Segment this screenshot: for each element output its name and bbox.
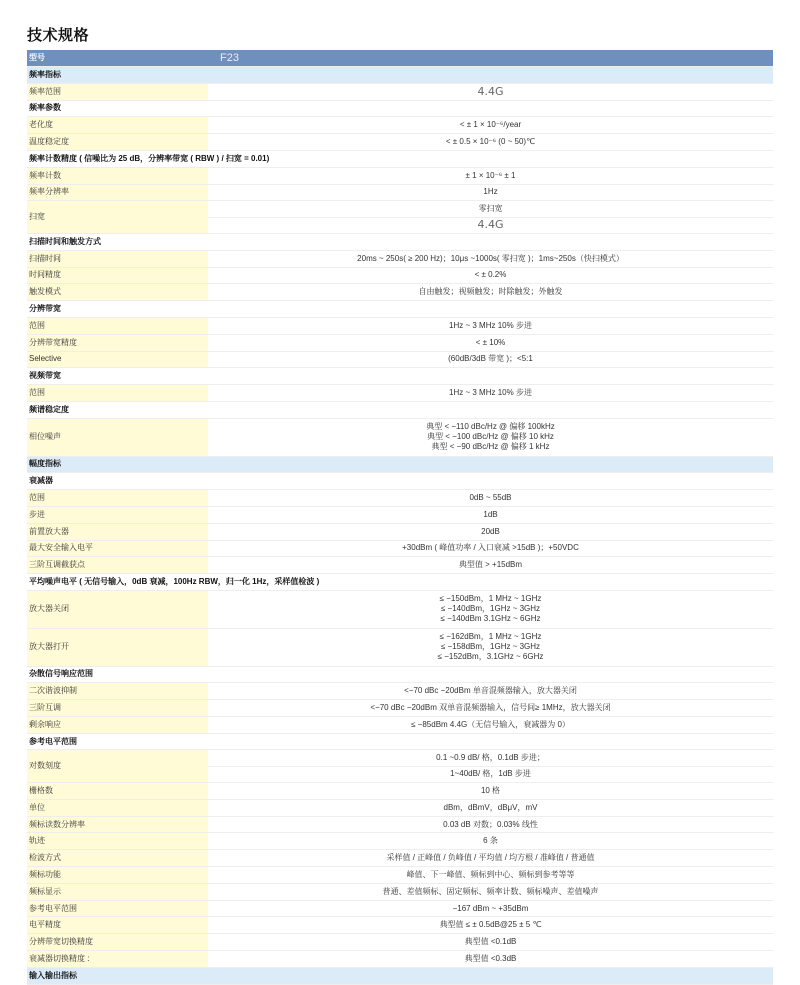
spec-label: 参考电平范围 xyxy=(27,901,208,917)
spec-row xyxy=(27,557,773,574)
spec-label: 三阶互调 xyxy=(27,700,208,716)
spec-value xyxy=(208,783,773,799)
spec-value-line: ≤ −158dBm，1GHz ~ 3GHz xyxy=(440,642,541,652)
spec-value-line: ≤ −140dBm 3.1GHz ~ 6GHz xyxy=(440,614,541,624)
spec-value xyxy=(208,867,773,883)
spec-row xyxy=(27,850,773,867)
group-heading-row xyxy=(27,234,773,251)
spec-value xyxy=(208,134,773,150)
spec-row xyxy=(27,800,773,817)
spec-value-line: 6 条 xyxy=(483,836,498,846)
spec-row xyxy=(27,901,773,918)
spec-row xyxy=(27,419,773,457)
spec-row xyxy=(27,284,773,301)
spec-value xyxy=(208,168,773,184)
spec-label: 频率分辨率 xyxy=(27,185,208,201)
spec-value xyxy=(208,251,773,267)
spec-value-line: 典型值 <0.3dB xyxy=(464,953,517,963)
spec-label: 电平精度 xyxy=(27,917,208,933)
spec-value xyxy=(208,541,773,557)
spec-row xyxy=(27,867,773,884)
spec-value-line: −167 dBm ~ +35dBm xyxy=(452,903,529,913)
spec-value xyxy=(208,591,773,628)
section-heading: 幅度指标 xyxy=(29,459,61,469)
group-heading-row xyxy=(27,151,773,168)
group-heading: 平均噪声电平 ( 无信号输入，0dB 衰减，100Hz RBW，归一化 1Hz，采样值检波 ) xyxy=(29,577,320,586)
spec-value-line: ≤ −150dBm，1 MHz ~ 1GHz xyxy=(439,594,542,604)
group-heading-row xyxy=(27,574,773,591)
spec-row xyxy=(27,335,773,352)
group-heading: 衰减器 xyxy=(29,476,53,486)
spec-value-line: 采样值 / 正峰值 / 负峰值 / 平均值 / 均方根 / 准峰值 / 普通值 xyxy=(386,853,595,863)
spec-label: 衰减器切换精度 : xyxy=(27,951,208,967)
spec-value-line: (60dB/3dB 带宽 )；<5:1 xyxy=(448,354,533,364)
spec-value-line: < ± 0.2% xyxy=(474,270,507,280)
spec-row xyxy=(27,490,773,507)
group-heading-row xyxy=(27,473,773,490)
spec-row xyxy=(27,750,773,783)
spec-row xyxy=(27,352,773,369)
spec-value-line: 典型值 <0.1dB xyxy=(464,937,517,947)
spec-value-line: 峰值、下一峰值、频标到中心、频标到参考等等 xyxy=(406,869,575,879)
spec-value-line: 典型 < −100 dBc/Hz @ 偏移 10 kHz xyxy=(427,432,554,442)
spec-label: 相位噪声 xyxy=(27,419,208,456)
spec-value-line: dBm，dBmV，dBμV，mV xyxy=(443,802,538,812)
group-heading: 扫描时间和触发方式 xyxy=(29,236,101,246)
spec-label: 栅格数 xyxy=(27,783,208,799)
spec-label: 频率范围 xyxy=(27,84,208,100)
spec-label: 频率计数 xyxy=(27,168,208,184)
spec-row xyxy=(27,951,773,968)
spec-value-line: <−70 dBc −20dBm 双单音混频器输入，信号间≥ 1MHz，放大器关闭 xyxy=(370,702,611,712)
group-heading: 参考电平范围 xyxy=(29,736,77,746)
spec-value xyxy=(208,934,773,950)
spec-value xyxy=(208,524,773,540)
spec-row xyxy=(27,934,773,951)
spec-label: Selective xyxy=(27,352,208,368)
spec-value xyxy=(208,385,773,401)
spec-label: 前置放大器 xyxy=(27,524,208,540)
spec-value-line: +30dBm ( 峰值功率 / 入口衰减 >15dB )；+50VDC xyxy=(402,543,579,553)
spec-label: 放大器关闭 xyxy=(27,591,208,628)
spec-value xyxy=(208,185,773,201)
spec-value-line: 典型值 > +15dBm xyxy=(458,560,523,570)
spec-label: 温度稳定度 xyxy=(27,134,208,150)
spec-label: 扫描时间 xyxy=(27,251,208,267)
group-heading: 分辨带宽 xyxy=(29,304,61,314)
spec-row xyxy=(27,683,773,700)
spec-label: 分辨带宽精度 xyxy=(27,335,208,351)
spec-label: 检波方式 xyxy=(27,850,208,866)
group-heading-row xyxy=(27,301,773,318)
spec-row xyxy=(27,201,773,234)
spec-label: 频标功能 xyxy=(27,867,208,883)
header-model-value: F23 xyxy=(220,52,239,64)
spec-value xyxy=(208,917,773,933)
spec-label: 老化度 xyxy=(27,117,208,133)
spec-value xyxy=(208,507,773,523)
spec-value-line: 典型 < −90 dBc/Hz @ 偏移 1 kHz xyxy=(431,442,550,452)
group-heading: 杂散信号响应范围 xyxy=(29,669,93,679)
spec-value xyxy=(208,629,773,666)
spec-value-line: 典型 < −110 dBc/Hz @ 偏移 100kHz xyxy=(426,422,555,432)
section-heading-row xyxy=(27,968,773,985)
spec-value xyxy=(208,750,773,782)
spec-value xyxy=(208,117,773,133)
spec-row xyxy=(27,524,773,541)
spec-value xyxy=(208,419,773,456)
spec-value xyxy=(208,490,773,506)
spec-value-line: 0.1 ~0.9 dB/ 格，0.1dB 步进； xyxy=(436,753,545,763)
spec-value-line: 20dB xyxy=(481,526,500,536)
spec-value xyxy=(208,335,773,351)
spec-value xyxy=(208,884,773,900)
spec-value-line: 1Hz ~ 3 MHz 10% 步进 xyxy=(449,388,532,398)
spec-label: 分辨带宽切换精度 xyxy=(27,934,208,950)
spec-value xyxy=(208,683,773,699)
spec-value-line: < ± 10% xyxy=(475,337,506,347)
spec-label: 范围 xyxy=(27,385,208,401)
spec-label: 三阶互调截获点 xyxy=(27,557,208,573)
spec-value xyxy=(208,700,773,716)
spec-row xyxy=(27,268,773,285)
spec-row xyxy=(27,783,773,800)
spec-value-line: 20ms ~ 250s( ≥ 200 Hz)；10μs ~1000s( 零扫宽 )；1ms~250s（快扫模式） xyxy=(357,253,624,263)
spec-value-line: 自由触发；视频触发；时除触发；外触发 xyxy=(418,287,563,297)
spec-label: 轨迹 xyxy=(27,833,208,849)
spec-label: 扫宽 xyxy=(27,201,208,233)
spec-row xyxy=(27,591,773,629)
group-heading: 视频带宽 xyxy=(29,371,61,381)
spec-value-line: 1dB xyxy=(483,509,498,519)
spec-value-line: 零扫宽 xyxy=(478,204,503,214)
spec-label: 放大器打开 xyxy=(27,629,208,666)
group-heading: 频谱稳定度 xyxy=(29,404,69,414)
spec-value-line: 0.03 dB 对数；0.03% 线性 xyxy=(443,819,538,829)
spec-row xyxy=(27,117,773,134)
spec-value-line: <−70 dBc −20dBm 单音混频器输入，放大器关闭 xyxy=(404,686,577,696)
spec-value xyxy=(208,717,773,733)
spec-label: 范围 xyxy=(27,318,208,334)
spec-value xyxy=(208,951,773,967)
spec-value-line: 4.4G xyxy=(208,217,773,233)
spec-value-line: 4.4G xyxy=(477,84,504,98)
group-heading-row xyxy=(27,734,773,751)
group-heading-row xyxy=(27,368,773,385)
spec-row xyxy=(27,385,773,402)
spec-row xyxy=(27,817,773,834)
spec-row xyxy=(27,251,773,268)
spec-row xyxy=(27,917,773,934)
spec-value-line: < ± 0.5 × 10⁻⁶ (0 ~ 50)℃ xyxy=(445,137,536,147)
spec-row xyxy=(27,318,773,335)
spec-label: 范围 xyxy=(27,490,208,506)
spec-value-line: 1Hz xyxy=(483,187,498,197)
spec-label: 最大安全输入电平 xyxy=(27,541,208,557)
spec-label: 频标读数分辨率 xyxy=(27,817,208,833)
spec-value-line: 普通、差值频标、固定频标、频率计数、频标噪声、差值噪声 xyxy=(382,886,599,896)
spec-row xyxy=(27,700,773,717)
spec-value-line: ± 1 × 10⁻⁶ ± 1 xyxy=(465,170,516,180)
page-title: 技术规格 xyxy=(27,27,90,44)
section-heading: 频率指标 xyxy=(29,69,61,79)
section-heading: 输入输出指标 xyxy=(29,970,77,980)
group-heading-row xyxy=(27,101,773,118)
spec-row xyxy=(27,507,773,524)
spec-label: 单位 xyxy=(27,800,208,816)
group-heading-row xyxy=(27,667,773,684)
spec-value xyxy=(208,800,773,816)
spec-value xyxy=(208,817,773,833)
spec-label: 时间精度 xyxy=(27,268,208,284)
spec-value-line: ≤ −85dBm 4.4G（无信号输入，衰减器为 0） xyxy=(411,719,570,729)
spec-value xyxy=(208,901,773,917)
spec-value xyxy=(208,557,773,573)
spec-row xyxy=(27,629,773,667)
spec-row xyxy=(27,185,773,202)
spec-value-line: ≤ −152dBm，3.1GHz ~ 6GHz xyxy=(437,652,544,662)
spec-label: 频标显示 xyxy=(27,884,208,900)
spec-row xyxy=(27,717,773,734)
header-model-label: 型号 xyxy=(27,50,208,66)
group-heading-row xyxy=(27,402,773,419)
spec-value-line: 1Hz ~ 3 MHz 10% 步进 xyxy=(449,320,532,330)
spec-label: 步进 xyxy=(27,507,208,523)
spec-value-line: ≤ −162dBm，1 MHz ~ 1GHz xyxy=(439,632,542,642)
spec-value-line: 10 格 xyxy=(480,785,501,795)
spec-label: 对数刻度 xyxy=(27,750,208,782)
spec-row xyxy=(27,168,773,185)
spec-row xyxy=(27,134,773,151)
spec-value xyxy=(208,284,773,300)
group-heading: 频率参数 xyxy=(29,103,61,113)
spec-row xyxy=(27,833,773,850)
spec-row xyxy=(27,541,773,558)
spec-value-line: 典型值 ≤ ± 0.5dB@25 ± 5 ℃ xyxy=(439,920,542,930)
section-heading-row xyxy=(27,67,773,84)
spec-value xyxy=(208,268,773,284)
spec-label: 触发模式 xyxy=(27,284,208,300)
spec-value-line: < ± 1 × 10⁻⁶/year xyxy=(459,120,522,130)
spec-table xyxy=(27,50,773,985)
spec-value xyxy=(208,352,773,368)
spec-row xyxy=(27,84,773,101)
spec-label: 二次谐波抑制 xyxy=(27,683,208,699)
spec-value-line: 0dB ~ 55dB xyxy=(469,493,512,503)
spec-value xyxy=(208,850,773,866)
spec-value xyxy=(208,201,773,233)
group-heading: 频率计数精度 ( 信噪比为 25 dB，分辨率带宽 ( RBW ) / 扫宽 = 0.01) xyxy=(29,153,270,163)
spec-value xyxy=(208,84,773,100)
spec-value xyxy=(208,833,773,849)
section-heading-row xyxy=(27,457,773,474)
table-header-row xyxy=(27,50,773,67)
spec-value xyxy=(208,318,773,334)
spec-value-line: 1~40dB/ 格，1dB 步进 xyxy=(208,766,773,782)
spec-label: 剩余响应 xyxy=(27,717,208,733)
spec-value-line: ≤ −140dBm，1GHz ~ 3GHz xyxy=(440,604,541,614)
spec-row xyxy=(27,884,773,901)
